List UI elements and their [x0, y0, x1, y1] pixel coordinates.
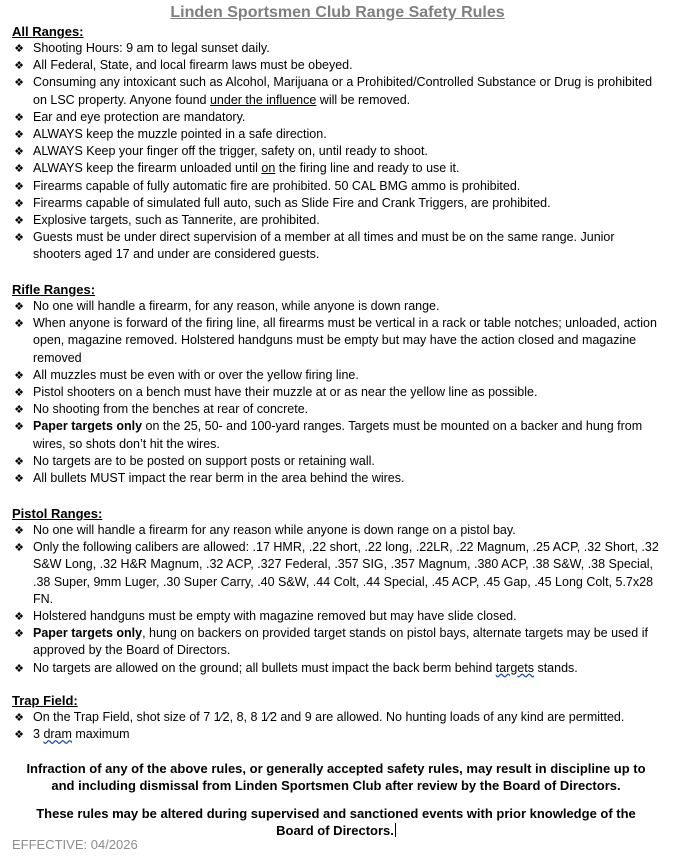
list-item: ❖ No targets are allowed on the ground; all bullets must impact the back berm behind targets stands.	[12, 660, 662, 677]
list-item: ❖ No targets are to be posted on support posts or retaining wall.	[12, 453, 662, 470]
diamond-bullet-icon: ❖	[14, 386, 24, 400]
list-item: ❖ All muzzles must be even with or over the yellow firing line.	[12, 367, 662, 384]
diamond-bullet-icon: ❖	[14, 59, 24, 73]
diamond-bullet-icon: ❖	[14, 420, 24, 434]
diamond-bullet-icon: ❖	[14, 627, 24, 641]
list-item: ❖ All bullets MUST impact the rear berm in the area behind the wires.	[12, 470, 662, 487]
diamond-bullet-icon: ❖	[14, 162, 24, 176]
list-item: ❖ When anyone is forward of the firing line, all firearms must be vertical in a rack or table notches; unloaded, action open, magazine removed. Holstered handguns must be empty but may have the action closed and magazine removed	[12, 315, 662, 367]
list-item: ❖ 3 dram maximum	[12, 726, 662, 743]
list-item: ❖ Holstered handguns must be empty with magazine removed but may have slide closed.	[12, 608, 662, 625]
discipline-notice: Infraction of any of the above rules, or generally accepted safety rules, may result in discipline up to and including dismissal from Linden Sportsmen Club after review by the Board of Directors.	[26, 761, 646, 793]
diamond-bullet-icon: ❖	[14, 42, 24, 55]
list-item: ❖ No one will handle a firearm for any reason while anyone is down range on a pistol bay.	[12, 522, 662, 539]
list-item: ❖ Ear and eye protection are mandatory.	[12, 109, 662, 126]
section-heading: All Ranges:	[12, 24, 84, 39]
rule-list	[12, 40, 662, 264]
list-item: ❖ Pistol shooters on a bench must have their muzzle at or as near the yellow line as possible.	[12, 384, 662, 401]
list-item: ❖ ALWAYS keep the firearm unloaded until on the firing line and ready to use it.	[12, 160, 662, 177]
alteration-notice: These rules may be altered during supervised and sanctioned events with prior knowledge of the Board of Directors.	[36, 806, 636, 838]
list-item: ❖ ALWAYS keep the muzzle pointed in a safe direction.	[12, 126, 662, 143]
effective-date: EFFECTIVE: 04/2026	[12, 837, 138, 852]
diamond-bullet-icon: ❖	[14, 368, 24, 382]
section-heading: Trap Field:	[12, 693, 78, 708]
section-rifle-ranges	[12, 281, 662, 487]
section-pistol-ranges	[12, 505, 662, 677]
section-trap-field	[12, 692, 662, 743]
list-item: ❖ Guests must be under direct supervision of a member at all times and must be on the same range. Junior shooters aged 17 and under are considered guests.	[12, 229, 662, 263]
section-heading: Pistol Ranges:	[12, 506, 103, 521]
list-item: ❖ All Federal, State, and local firearm laws must be obeyed.	[12, 57, 662, 74]
text-cursor-icon	[395, 823, 396, 837]
diamond-bullet-icon: ❖	[14, 110, 24, 124]
diamond-bullet-icon: ❖	[14, 317, 24, 331]
list-item: ❖ Shooting Hours: 9 am to legal sunset daily.	[12, 40, 662, 57]
diamond-bullet-icon: ❖	[14, 728, 24, 742]
list-item: ❖ Explosive targets, such as Tannerite, are prohibited.	[12, 212, 662, 229]
diamond-bullet-icon: ❖	[14, 711, 24, 724]
list-item: ❖ No shooting from the benches at rear of concrete.	[12, 401, 662, 418]
list-item: ❖ Only the following calibers are allowed: .17 HMR, .22 short, .22 long, .22LR, .22 Magnum, .25 ACP, .32 Short, .32 S&W Long, .32 H&R Magnum, .32 ACP, .327 Federal, .357 SIG, .357 Magnum, .380 ACP, .38 S&W, .38 Special, .38 Super, 9mm Luger, .30 Super Carry, .40 S&W, .44 Colt, .44 Special, .45 ACP, .45 Gap, .45 Long Colt, 5.7x28 FN.	[12, 539, 662, 608]
section-heading: Rifle Ranges:	[12, 282, 96, 297]
rule-list	[12, 522, 662, 677]
diamond-bullet-icon: ❖	[14, 454, 24, 468]
diamond-bullet-icon: ❖	[14, 524, 24, 537]
diamond-bullet-icon: ❖	[14, 214, 24, 228]
diamond-bullet-icon: ❖	[14, 128, 24, 142]
list-item: ❖ Paper targets only on the 25, 50- and 100-yard ranges. Targets must be mounted on a backer and hung from wires, so shots don’t hit the wires.	[12, 418, 662, 452]
diamond-bullet-icon: ❖	[14, 403, 24, 417]
diamond-bullet-icon: ❖	[14, 300, 24, 313]
diamond-bullet-icon: ❖	[14, 179, 24, 193]
diamond-bullet-icon: ❖	[14, 661, 24, 675]
list-item: ❖ No one will handle a firearm, for any reason, while anyone is down range.	[12, 298, 662, 315]
diamond-bullet-icon: ❖	[14, 196, 24, 210]
list-item: ❖ Firearms capable of fully automatic fire are prohibited. 50 CAL BMG ammo is prohibited.	[12, 178, 662, 195]
list-item: ❖ Paper targets only, hung on backers on provided target stands on pistol bays, alternate targets may be used if approved by the Board of Directors.	[12, 625, 662, 659]
rule-list	[12, 709, 662, 743]
diamond-bullet-icon: ❖	[14, 145, 24, 159]
list-item: ❖ On the Trap Field, shot size of 7 1⁄2, 8, 8 1⁄2 and 9 are allowed. No hunting loads of any kind are permitted.	[12, 709, 662, 726]
section-all-ranges	[12, 23, 662, 264]
diamond-bullet-icon: ❖	[14, 76, 24, 90]
list-item: ❖ ALWAYS Keep your finger off the trigger, safety on, until ready to shoot.	[12, 143, 662, 160]
page-title: Linden Sportsmen Club Range Safety Rules	[170, 4, 505, 21]
diamond-bullet-icon: ❖	[14, 231, 24, 245]
diamond-bullet-icon: ❖	[14, 610, 24, 624]
list-item: ❖ Consuming any intoxicant such as Alcohol, Marijuana or a Prohibited/Controlled Substance or Drug is prohibited on LSC property. Anyone found under the influence will be removed.	[12, 74, 662, 108]
rule-list	[12, 298, 662, 487]
diamond-bullet-icon: ❖	[14, 472, 24, 486]
diamond-bullet-icon: ❖	[14, 541, 24, 555]
list-item: ❖ Firearms capable of simulated full auto, such as Slide Fire and Crank Triggers, are prohibited.	[12, 195, 662, 212]
